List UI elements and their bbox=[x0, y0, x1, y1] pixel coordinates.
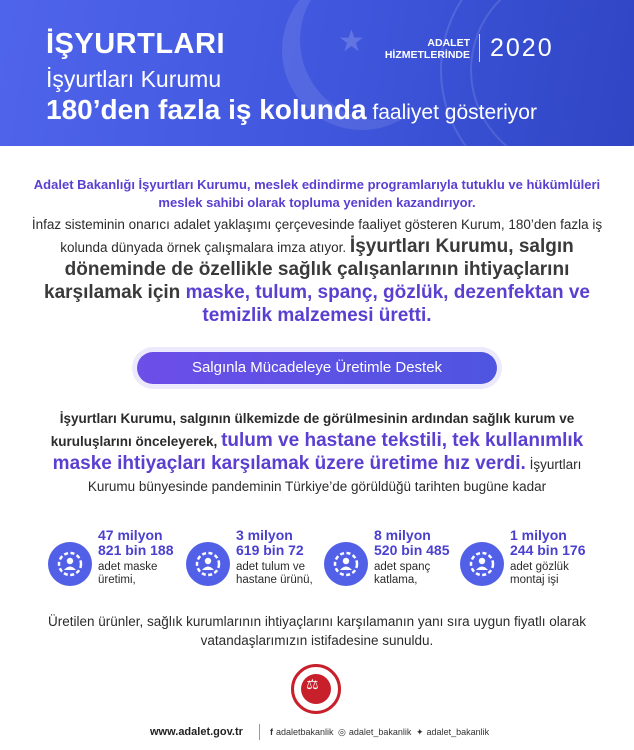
intro-paragraph: Adalet Bakanlığı İşyurtları Kurumu, meslek edindirme programlarıyla tutuklu ve hükümlüleri meslek sahibi olarak topluma yeniden kazandırıyor. bbox=[33, 177, 601, 210]
badge-text bbox=[370, 37, 470, 61]
stat-label: adet maske üretimi, bbox=[98, 561, 158, 586]
gear-person-icon bbox=[48, 542, 92, 586]
facebook-icon: f bbox=[270, 727, 273, 737]
star-icon: ★ bbox=[338, 24, 365, 59]
headline-bold: 180’den fazla iş kolunda bbox=[46, 94, 367, 125]
page-subtitle: İşyurtları Kurumu bbox=[46, 66, 222, 92]
ministry-emblem bbox=[291, 664, 341, 714]
divider bbox=[479, 34, 480, 62]
stat-number: 1 milyon 244 bin 176 bbox=[510, 527, 586, 558]
header-banner bbox=[0, 0, 634, 146]
paragraph-2-highlight: tulum ve hastane tekstili, tek kullanımlık maske ihtiyaçları karşılamak üzere üretime hız verdi. bbox=[52, 430, 584, 474]
stat-number: 47 milyon 821 bin 188 bbox=[98, 527, 174, 558]
paragraph-2-lead: İşyurtları Kurumu, salgının ülkemizde de görülmesinin ardından sağlık kurum ve kuruluşlarını önceleyerek, bbox=[50, 411, 575, 449]
paragraph-1-bold: İşyurtları Kurumu, salgın döneminde de özellikle sağlık çalışanlarının ihtiyaçlarını karşılamak için bbox=[44, 236, 574, 303]
paragraph-2 bbox=[30, 408, 604, 498]
page-title: İŞYURTLARI bbox=[46, 28, 225, 60]
instagram-icon: ◎ bbox=[338, 727, 346, 737]
headline-rest: faaliyet gösteriyor bbox=[366, 101, 537, 124]
twitter-link[interactable]: ✦ adalet_bakanlik bbox=[416, 727, 490, 737]
stat-number: 3 milyon 619 bin 72 bbox=[236, 527, 304, 558]
paragraph-1-highlight: maske, tulum, spanç, gözlük, dezenfektan ve temizlik malzemesi üretti. bbox=[185, 282, 590, 326]
badge-line2: HİZMETLERİNDE bbox=[384, 49, 470, 61]
badge-line1: ADALET bbox=[427, 37, 470, 49]
stat-label: adet gözlük montaj işi bbox=[510, 561, 569, 586]
gear-person-icon bbox=[460, 542, 504, 586]
twitter-icon: ✦ bbox=[416, 727, 424, 737]
section-pill: Salgınla Mücadeleye Üretimle Destek bbox=[137, 352, 497, 384]
website-link[interactable]: www.adalet.gov.tr bbox=[150, 726, 243, 738]
gear-person-icon bbox=[324, 542, 368, 586]
facebook-link[interactable]: f adaletbakanlik bbox=[270, 727, 334, 737]
stat-number: 8 milyon 520 bin 485 bbox=[374, 527, 450, 558]
paragraph-2-normal: İşyurtları Kurumu bünyesinde pandeminin Türkiye’de görüldüğü tarihten bugüne kadar bbox=[87, 457, 582, 494]
gear-person-icon bbox=[186, 542, 230, 586]
stat-label: adet tulum ve hastane ürünü, bbox=[236, 561, 313, 586]
stat-label: adet spanç katlama, bbox=[374, 561, 431, 586]
paragraph-1-normal: İnfaz sisteminin onarıcı adalet yaklaşımı çerçevesinde faaliyet gösteren Kurum, 180’den fazla iş kolunda dünyada örnek çalışmalara imza atıyor. bbox=[31, 217, 603, 255]
year-label: 2020 bbox=[490, 34, 554, 62]
paragraph-1 bbox=[30, 214, 604, 328]
scales-icon: ⚖ bbox=[306, 677, 319, 693]
instagram-link[interactable]: ◎ adalet_bakanlik bbox=[338, 727, 412, 737]
closing-paragraph: Üretilen ürünler, sağlık kurumlarının ihtiyaçlarını karşılamanın yanı sıra uygun fiyatlı olarak vatandaşlarımızın istifadesine sunuldu. bbox=[48, 614, 586, 648]
footer-divider bbox=[259, 724, 260, 740]
headline bbox=[46, 94, 537, 126]
